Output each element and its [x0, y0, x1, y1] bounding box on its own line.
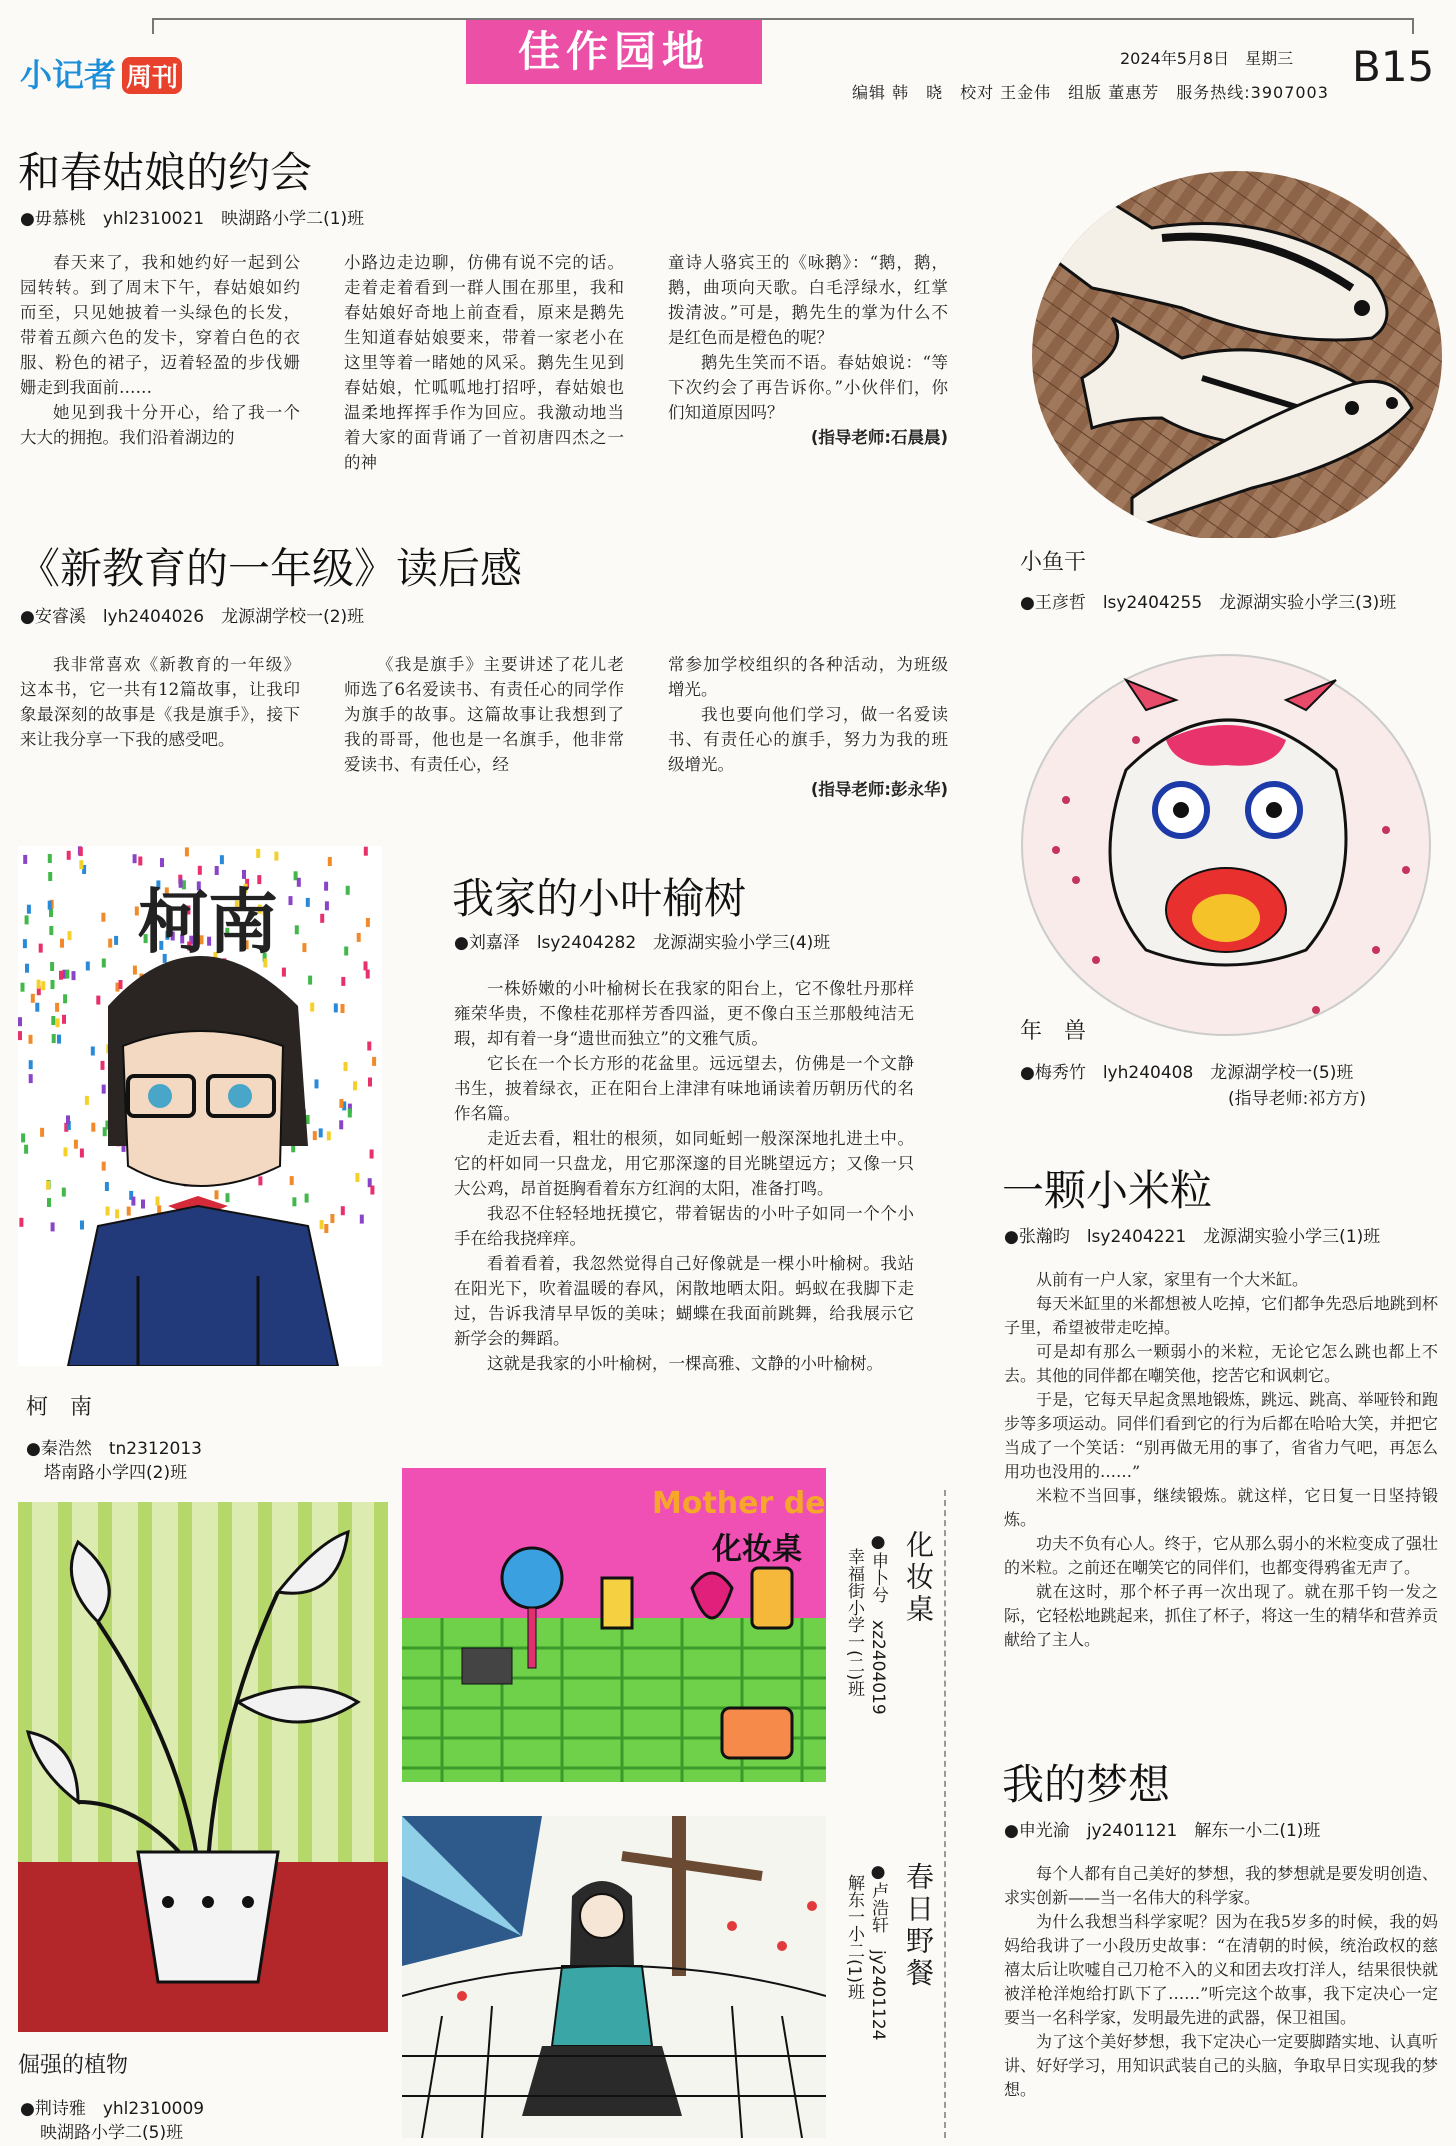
decorative-dot	[51, 980, 55, 989]
decorative-dot	[72, 971, 76, 980]
decorative-dot	[215, 1190, 219, 1199]
paragraph: 为什么我想当科学家呢？因为在我5岁多的时候，我的妈妈给我讲了一小段历史故事：“在清朝的时候，统治政权的慈禧太后让吹嘘自己刀枪不入的义和团去攻打洋人，结果很快就被洋枪洋炮给打趴下了……”听完这个故事，我下定决心一定要当一名科学家，发明最先进的武器，保卫祖国。	[1004, 1912, 1438, 2027]
decorative-dot	[29, 1074, 33, 1083]
paragraph: 看着看着，我忽然觉得自己好像就是一棵小叶榆树。我站在阳光下，吹着温暖的春风，闲散地晒太阳。蚂蚁在我脚下走过，告诉我清早早饭的美味；蝴蝶在我面前跳舞，给我展示它新学会的舞蹈。	[454, 1254, 914, 1348]
decorative-dot	[133, 966, 137, 975]
artwork-stubborn-plant	[18, 1502, 388, 2032]
decorative-dot	[91, 1047, 95, 1056]
decorative-dot	[19, 1218, 23, 1227]
decorative-dot	[57, 1035, 61, 1044]
decorative-dot	[52, 1034, 56, 1043]
decorative-dot	[48, 901, 52, 910]
decorative-dot	[55, 1003, 59, 1012]
decorative-dot	[341, 977, 345, 986]
paragraph: 童诗人骆宾王的《咏鹅》：“鹅，鹅，鹅，曲项向天歌。白毛浮绿水，红掌拨清波。”可是，鹅先生的掌为什么不是红色而是橙色的呢？	[668, 253, 948, 347]
artwork-conan	[18, 846, 382, 1366]
paragraph: 它长在一个长方形的花盆里。远远望去，仿佛是一个文静书生，披着绿衣，正在阳台上津津有味地诵读着历朝历代的名作名篇。	[454, 1054, 914, 1123]
artwork-nian-beast-plate	[1016, 650, 1436, 1040]
decorative-dot	[114, 936, 118, 945]
decorative-dot	[282, 968, 286, 977]
paragraph: 鹅先生笑而不语。春姑娘说：“等下次约会了再告诉你。”小伙伴们，你们知道原因吗？	[668, 353, 948, 422]
artwork-lettering: 柯南	[138, 881, 278, 963]
decorative-dot	[80, 1221, 84, 1230]
paragraph: 米粒不当回事，继续锻炼。就这样，它日复一日坚持锻炼。	[1004, 1486, 1438, 1529]
paragraph: 从前有一户人家，家里有一个大米缸。	[1036, 1270, 1309, 1289]
decorative-dot	[274, 852, 278, 861]
decorative-dot	[23, 939, 27, 948]
teacher-credit: (指导老师:祁方方)	[1228, 1089, 1366, 1109]
decorative-dot	[344, 947, 348, 956]
artwork-credit-school: 映湖路小学二(5)班	[40, 2123, 184, 2143]
artwork-title: 柯 南	[26, 1395, 93, 1420]
article-title: 我的梦想	[1002, 1760, 1171, 1809]
paragraph: 每天米缸里的米都想被人吃掉，它们都争先恐后地跳到杯子里，希望被带走吃掉。	[1004, 1294, 1438, 1337]
decorative-dot	[367, 1042, 371, 1051]
paragraph: 每个人都有自己美好的梦想，我的梦想就是要发明创造、求实创新——当一名伟大的科学家。	[1004, 1864, 1438, 1907]
article-column	[668, 652, 948, 802]
decorative-dot	[339, 1099, 343, 1108]
decorative-dot	[341, 1206, 345, 1215]
decorative-dot	[23, 855, 27, 864]
page-number: B15	[1352, 42, 1435, 91]
decorative-dot	[324, 882, 328, 891]
decorative-dot	[29, 1035, 33, 1044]
decorative-dot	[324, 1224, 328, 1233]
decorative-dot	[292, 1197, 296, 1206]
decorative-dot	[59, 971, 63, 980]
artwork-title: 倔强的植物	[18, 2053, 129, 2078]
decorative-dot	[315, 1079, 319, 1088]
artwork-credit: ●梅秀竹 lyh240408 龙源湖学校一(5)班	[1020, 1063, 1354, 1083]
decorative-dot	[65, 970, 69, 979]
decorative-dot	[56, 1018, 60, 1027]
decorative-dot	[102, 1162, 106, 1171]
paragraph: 这就是我家的小叶榆树，一棵高雅、文静的小叶榆树。	[487, 1354, 883, 1373]
artwork-credit-school: 塔南路小学四(2)班	[44, 1463, 188, 1483]
article-title: 一颗小米粒	[1002, 1166, 1213, 1215]
decorative-dot	[295, 925, 299, 934]
article-byline: ●申光渝 jy2401121 解东一小二(1)班	[1004, 1821, 1321, 1841]
decorative-dot	[372, 1057, 376, 1066]
decorative-dot	[290, 1176, 294, 1185]
decorative-dot	[85, 1096, 89, 1105]
paragraph: 我忍不住轻轻地抚摸它，带着锯齿的小叶子如同一个个小手在给我挠痒痒。	[454, 1204, 914, 1248]
decorative-dot	[366, 918, 370, 927]
decorative-dot	[18, 1017, 22, 1026]
paragraph: 于是，它每天早起贪黑地锻炼，跳远、跳高、举哑铃和跑步等多项运动。同伴们看到它的行为后都在哈哈大笑，并把它当成了一个笑话：“别再做无用的事了，省省力气吧，再怎么用功也没用的……”	[1004, 1390, 1438, 1481]
artwork-makeup-table	[402, 1468, 826, 1782]
article-title: 《新教育的一年级》读后感	[18, 544, 523, 593]
decorative-dot	[62, 1015, 66, 1024]
decorative-dot	[29, 1060, 33, 1069]
decorative-dot	[80, 1149, 84, 1158]
decorative-dot	[360, 1215, 364, 1224]
artwork-fish-plate	[1012, 168, 1442, 538]
decorative-dot	[127, 1207, 131, 1216]
decorative-dot	[18, 1031, 22, 1040]
decorative-dot	[357, 933, 361, 942]
decorative-dot	[325, 901, 329, 910]
decorative-dot	[101, 913, 105, 922]
decorative-dot	[91, 1123, 95, 1132]
decorative-dot	[133, 854, 137, 863]
decorative-dot	[308, 976, 312, 985]
decorative-dot	[319, 1128, 323, 1137]
decorative-dot	[328, 857, 332, 866]
decorative-dot	[364, 847, 368, 856]
artwork-lettering: 化妆桌	[712, 1532, 802, 1567]
decorative-dot	[96, 996, 100, 1005]
decorative-dot	[355, 1173, 359, 1182]
decorative-dot	[108, 939, 112, 948]
decorative-dot	[327, 1131, 331, 1140]
decorative-dot	[305, 1194, 309, 1203]
artwork-credit: ●秦浩然 tn2312013	[26, 1439, 202, 1459]
decorative-dot	[348, 1109, 352, 1118]
decorative-dot	[63, 994, 67, 1003]
header-rule-right-tick	[1412, 18, 1414, 34]
decorative-dot	[306, 898, 310, 907]
decorative-dot	[37, 980, 41, 989]
decorative-dot	[25, 964, 29, 973]
article-column	[20, 250, 300, 450]
decorative-dot	[256, 849, 260, 858]
paragraph: 为了这个美好梦想，我下定决心一定要脚踏实地、认真听讲、好好学习，用知识武装自己的头脑，争取早日实现我的梦想。	[1004, 2032, 1438, 2099]
artwork-credit-school: 解东一小二(1)班	[844, 1874, 864, 2001]
paragraph: 春天来了，我和她约好一起到公园转转。到了周末下午，春姑娘如约而至，只见她披着一头绿色的长发，带着五颜六色的发卡，穿着白色的衣服、粉色的裙子，迈着轻盈的步伐姗姗走到我面前……	[20, 253, 300, 397]
decorative-dot	[320, 1220, 324, 1229]
decorative-dot	[302, 943, 306, 952]
article-byline: ●安睿溪 lyh2404026 龙源湖学校一(2)班	[20, 607, 365, 627]
decorative-dot	[346, 886, 350, 895]
decorative-dot	[366, 970, 370, 979]
artwork-credit-school: 幸福街小学一(二)班	[844, 1548, 864, 1698]
article-title: 和春姑娘的约会	[18, 148, 313, 197]
decorative-dot	[339, 1120, 343, 1129]
paragraph: 她见到我十分开心，给了我一个大大的拥抱。我们沿着湖边的	[20, 403, 300, 447]
article-column	[668, 250, 948, 450]
article-body	[1004, 1268, 1438, 1652]
logo-text: 小记者	[20, 56, 117, 94]
decorative-dot	[68, 931, 72, 940]
decorative-dot	[141, 1200, 145, 1209]
decorative-dot	[41, 981, 45, 990]
article-body	[1004, 1862, 1438, 2102]
decorative-dot	[64, 1147, 68, 1156]
decorative-dot	[364, 961, 368, 970]
decorative-dot	[74, 1140, 78, 1149]
article-body	[454, 976, 914, 1376]
decorative-dot	[115, 1209, 119, 1218]
decorative-dot	[368, 1078, 372, 1087]
decorative-dot	[51, 1016, 55, 1025]
artwork-credit: ●卢浩轩 jy2401124	[868, 1862, 888, 2041]
artwork-title: 年 兽	[1020, 1019, 1087, 1044]
teacher-credit: (指导老师:彭永华)	[810, 780, 948, 799]
decorative-dot	[226, 1193, 230, 1202]
decorative-dot	[289, 896, 293, 905]
decorative-dot	[39, 944, 43, 953]
newspaper-logo	[20, 50, 182, 96]
decorative-dot	[105, 1182, 109, 1191]
decorative-dot	[138, 857, 142, 866]
header-rule-left-tick	[152, 18, 154, 34]
decorative-dot	[220, 855, 224, 864]
paragraph: 一株娇嫩的小叶榆树长在我家的阳台上，它不像牡丹那样雍荣华贵，不像桂花那样芳香四溢，更不像白玉兰那般纯洁无瑕，却有着一身“遗世而独立”的文雅气质。	[454, 979, 914, 1048]
article-title: 我家的小叶榆树	[452, 874, 747, 923]
decorative-dot	[48, 854, 52, 863]
paragraph: 我非常喜欢《新教育的一年级》这本书，它一共有12篇故事，让我印象最深刻的故事是《我是旗手》，接下来让我分享一下我的感受吧。	[20, 655, 300, 749]
decorative-dot	[330, 1214, 334, 1223]
decorative-dot	[370, 1150, 374, 1159]
decorative-dot	[320, 914, 324, 923]
editor-credits: 编辑 韩 晓 校对 王金伟 组版 董惠芳 服务热线:3907003	[852, 83, 1329, 102]
decorative-dot	[79, 860, 83, 869]
section-banner: 佳作园地	[466, 20, 762, 84]
article-column	[344, 250, 624, 475]
decorative-dot	[60, 939, 64, 948]
artwork-lettering: Mother de	[652, 1486, 826, 1521]
artwork-credit: ●申卜兮 xz2404019	[868, 1532, 888, 1715]
issue-date: 2024年5月8日 星期三	[1120, 49, 1294, 68]
article-column	[344, 652, 624, 777]
decorative-dot	[102, 1085, 106, 1094]
artwork-credit: ●王彦哲 lsy2404255 龙源湖实验小学三(3)班	[1020, 593, 1397, 613]
decorative-dot	[62, 1188, 66, 1197]
paragraph: 我也要向他们学习，做一名爱读书、有责任心的旗手，努力为我的班级增光。	[668, 705, 948, 774]
artwork-title: 化妆桌	[902, 1530, 935, 1626]
paragraph: 《我是旗手》主要讲述了花儿老师选了6名爱读书、有责任心的同学作为旗手的故事。这篇故事让我想到了我的哥哥，他也是一名旗手，他非常爱读书、有责任心，经	[344, 655, 624, 774]
decorative-dot	[21, 983, 25, 992]
paragraph: 小路边走边聊，仿佛有说不完的话。走着走着看到一群人围在那里，我和春姑娘好奇地上前查看，原来是鹅先生知道春姑娘要来，带着一家老小在这里等着一睹她的风采。鹅先生见到春姑娘，忙呱呱地打招呼，春姑娘也温柔地挥挥手作为回应。我激动地当着大家的面背诵了一首初唐四杰之一的神	[344, 253, 624, 472]
decorative-dot	[31, 994, 35, 1003]
decorative-dot	[21, 1133, 25, 1142]
decorative-dot	[67, 851, 71, 860]
artwork-title: 小鱼干	[1020, 550, 1087, 575]
decorative-dot	[48, 872, 52, 881]
decorative-dot	[258, 1176, 262, 1185]
decorative-dot	[24, 1145, 28, 1154]
article-byline: ●张瀚昀 lsy2404221 龙源湖实验小学三(1)班	[1004, 1227, 1381, 1247]
article-column	[20, 652, 300, 752]
decorative-dot	[156, 1197, 160, 1206]
decorative-dot	[40, 1128, 44, 1137]
paragraph: 就在这时，那个杯子再一次出现了。就在那千钧一发之际，它轻松地跳起来，抓住了杯子，将这一生的精华和营养贡献给了主人。	[1004, 1582, 1438, 1649]
paragraph: 走近去看，粗壮的根须，如同蚯蚓一般深深地扎进土中。它的杆如同一只盘龙，用它那深邃的目光眺望远方；又像一只大公鸡，昂首挺胸看着东方红润的太阳，准备打鸣。	[454, 1129, 914, 1198]
decorative-dot	[66, 1115, 70, 1124]
decorative-dot	[131, 1197, 135, 1206]
decorative-dot	[119, 980, 123, 989]
article-byline: ●毋慕桃 yhl2310021 映湖路小学二(1)班	[20, 209, 365, 229]
decorative-dot	[50, 962, 54, 971]
decorative-dot	[101, 1061, 105, 1070]
article-byline: ●刘嘉泽 lsy2404282 龙源湖实验小学三(4)班	[454, 933, 831, 953]
decorative-dot	[185, 847, 189, 856]
decorative-dot	[86, 962, 90, 971]
decorative-dot	[106, 1207, 110, 1216]
decorative-dot	[35, 1003, 39, 1012]
decorative-dot	[79, 847, 83, 856]
artwork-title: 春日野餐	[902, 1862, 935, 1990]
paragraph: 可是却有那么一颗弱小的米粒，无论它怎么跳也都上不去。其他的同伴都在嘲笑他，挖苦它和讽刺它。	[1004, 1342, 1438, 1385]
header-rule	[152, 18, 1414, 20]
decorative-dot	[47, 1198, 51, 1207]
decorative-dot	[49, 926, 53, 935]
decorative-dot	[102, 959, 106, 968]
decorative-dot	[51, 1222, 55, 1231]
artwork-spring-picnic	[402, 1816, 826, 2138]
decorative-dot	[46, 1181, 50, 1190]
decorative-dot	[334, 1003, 338, 1012]
decorative-dot	[313, 1131, 317, 1140]
decorative-dot	[27, 905, 31, 914]
decorative-dot	[25, 915, 29, 924]
teacher-credit: (指导老师:石晨晨)	[810, 428, 948, 447]
decorative-dot	[310, 1003, 314, 1012]
logo-badge: 周刊	[122, 57, 182, 94]
artwork-credit: ●荆诗雅 yhl2310009	[20, 2099, 205, 2119]
paragraph: 功夫不负有心人。终于，它从那么弱小的米粒变成了强壮的米粒。之前还在嘲笑它的同伴们，也都变得鸦雀无声了。	[1004, 1534, 1438, 1577]
dashed-divider	[944, 1490, 946, 2138]
decorative-dot	[370, 1186, 374, 1195]
decorative-dot	[344, 1062, 348, 1071]
decorative-dot	[297, 878, 301, 887]
paragraph: 常参加学校组织的各种活动，为班级增光。	[668, 655, 948, 699]
decorative-dot	[341, 1004, 345, 1013]
decorative-dot	[353, 1081, 357, 1090]
